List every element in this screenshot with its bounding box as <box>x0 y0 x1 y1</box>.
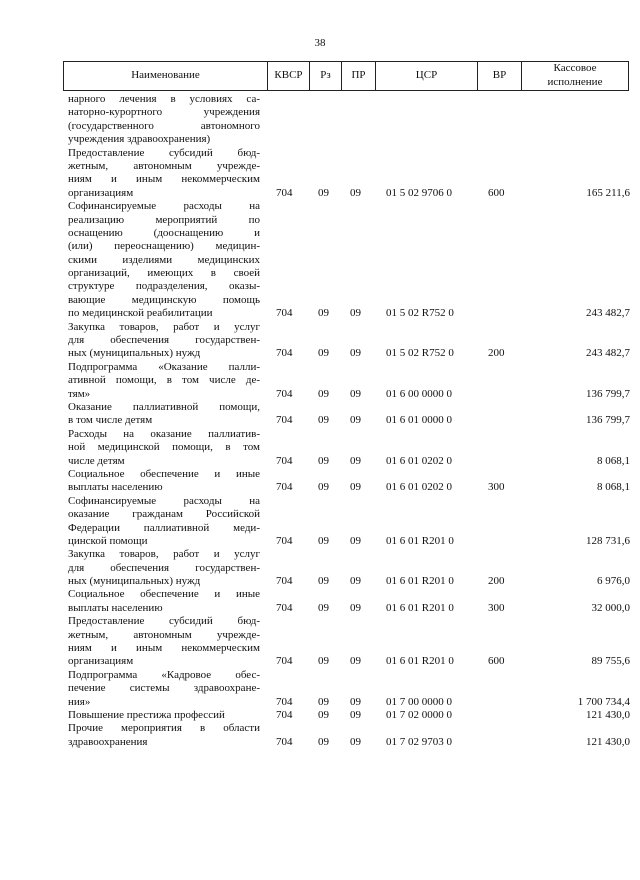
row-rz: 09 <box>318 481 329 494</box>
row-name <box>68 93 260 147</box>
row-name-line: вающие медицинскую помощь <box>68 293 260 306</box>
header-csr: ЦСР <box>375 62 477 90</box>
row-kvsr: 704 <box>276 534 293 547</box>
row-name-line: оказание гражданам Российской <box>68 508 260 521</box>
row-name-line: Расходы на оказание паллиатив- <box>68 427 260 440</box>
row-name-line: Оказание паллиативной помощи, <box>68 400 260 413</box>
row-sum: 136 799,7 <box>586 387 630 400</box>
row-name <box>68 468 260 495</box>
row-sum: 121 430,0 <box>586 708 630 721</box>
table-row <box>68 588 630 615</box>
header-sum: Кассовое исполнение <box>521 62 628 90</box>
row-kvsr: 704 <box>276 387 293 400</box>
row-name-line: учреждения здравоохранения) <box>68 133 211 146</box>
row-rz: 09 <box>318 575 329 588</box>
row-vr: 300 <box>488 481 505 494</box>
row-name <box>68 428 260 468</box>
row-name-line: жетным, автономным учрежде- <box>68 159 260 172</box>
row-vr: 600 <box>488 186 505 199</box>
row-csr: 01 5 02 R752 0 <box>386 307 454 320</box>
row-sum: 243 482,7 <box>586 347 630 360</box>
row-pr: 09 <box>350 186 361 199</box>
row-name-line: нарного лечения в условиях са- <box>68 93 260 105</box>
row-pr: 09 <box>350 575 361 588</box>
row-csr: 01 6 01 R201 0 <box>386 575 454 588</box>
row-sum: 243 482,7 <box>586 307 630 320</box>
row-pr: 09 <box>350 481 361 494</box>
row-vr: 200 <box>488 575 505 588</box>
row-name-line: Социальное обеспечение и иные <box>68 588 260 601</box>
row-name-line: числе детям <box>68 454 125 467</box>
row-sum: 32 000,0 <box>591 601 630 614</box>
row-name-line: ниям и иным некоммерческим <box>68 642 260 655</box>
row-vr: 200 <box>488 347 505 360</box>
row-name <box>68 722 260 749</box>
row-csr: 01 7 02 0000 0 <box>386 708 452 721</box>
row-pr: 09 <box>350 695 361 708</box>
row-sum: 136 799,7 <box>586 414 630 427</box>
row-name-line: организациям <box>68 655 134 668</box>
row-kvsr: 704 <box>276 186 293 199</box>
row-pr: 09 <box>350 708 361 721</box>
row-sum: 128 731,6 <box>586 534 630 547</box>
row-name-line: Подпрограмма «Оказание палли- <box>68 360 260 373</box>
row-name-line: ных (муниципальных) нужд <box>68 575 201 588</box>
row-pr: 09 <box>350 454 361 467</box>
row-csr: 01 6 01 0202 0 <box>386 481 452 494</box>
row-name-line: Закупка товаров, работ и услуг <box>68 320 260 333</box>
row-name-line: выплаты населению <box>68 481 163 494</box>
row-name-line: организаций, имеющих в своей <box>68 267 260 280</box>
row-name-line: в том числе детям <box>68 414 153 427</box>
row-sum: 8 068,1 <box>597 454 630 467</box>
row-name-line: (или) переоснащению) медицин- <box>68 240 260 253</box>
row-name-line: по медицинской реабилитации <box>68 307 213 320</box>
row-rz: 09 <box>318 387 329 400</box>
row-pr: 09 <box>350 414 361 427</box>
table-row <box>68 615 630 669</box>
row-name <box>68 588 260 615</box>
table-body <box>68 93 630 749</box>
table-row <box>68 722 630 749</box>
page-number: 38 <box>314 37 326 49</box>
table-row <box>68 468 630 495</box>
row-pr: 09 <box>350 347 361 360</box>
row-name <box>68 321 260 361</box>
row-pr: 09 <box>350 307 361 320</box>
table-row <box>68 200 630 321</box>
table-row <box>68 361 630 401</box>
row-name <box>68 669 260 709</box>
table-row <box>68 428 630 468</box>
row-rz: 09 <box>318 454 329 467</box>
row-name-line: наторно-курортного учреждения <box>68 106 260 119</box>
row-pr: 09 <box>350 735 361 748</box>
row-kvsr: 704 <box>276 708 293 721</box>
row-name-line: Предоставление субсидий бюд- <box>68 146 260 159</box>
row-name-line: структуре подразделения, оказы- <box>68 280 260 293</box>
row-kvsr: 704 <box>276 655 293 668</box>
table-row <box>68 548 630 588</box>
row-name-line: Софинансируемые расходы на <box>68 494 260 507</box>
row-rz: 09 <box>318 695 329 708</box>
row-pr: 09 <box>350 655 361 668</box>
row-sum: 1 700 734,4 <box>577 695 630 708</box>
row-rz: 09 <box>318 307 329 320</box>
row-name-line: цинской помощи <box>68 534 148 547</box>
table-row <box>68 669 630 709</box>
row-kvsr: 704 <box>276 575 293 588</box>
row-name-line: организациям <box>68 186 134 199</box>
row-csr: 01 7 02 9703 0 <box>386 735 452 748</box>
row-name-line: ных (муниципальных) нужд <box>68 347 201 360</box>
table-row <box>68 321 630 361</box>
row-name <box>68 709 260 722</box>
row-name-line: оснащению (дооснащению и <box>68 226 260 239</box>
table-header <box>63 61 629 91</box>
row-name-line: Подпрограмма «Кадровое обес- <box>68 668 260 681</box>
header-pr: ПР <box>341 62 375 90</box>
row-kvsr: 704 <box>276 307 293 320</box>
row-name <box>68 495 260 549</box>
row-csr: 01 6 01 0202 0 <box>386 454 452 467</box>
table-row <box>68 495 630 549</box>
row-kvsr: 704 <box>276 695 293 708</box>
row-pr: 09 <box>350 601 361 614</box>
row-csr: 01 6 01 R201 0 <box>386 534 454 547</box>
header-kvsr: КВСР <box>267 62 309 90</box>
row-name-line: Федерации паллиативной меди- <box>68 521 260 534</box>
row-sum: 121 430,0 <box>586 735 630 748</box>
row-vr: 600 <box>488 655 505 668</box>
header-rz: Рз <box>309 62 341 90</box>
row-name <box>68 548 260 588</box>
row-name <box>68 615 260 669</box>
row-kvsr: 704 <box>276 735 293 748</box>
row-rz: 09 <box>318 655 329 668</box>
table-row <box>68 709 630 722</box>
row-name-line: выплаты населению <box>68 601 163 614</box>
row-name-line: скими изделиями медицинских <box>68 253 260 266</box>
row-csr: 01 6 01 0000 0 <box>386 414 452 427</box>
row-kvsr: 704 <box>276 347 293 360</box>
row-name-line: реализацию мероприятий по <box>68 213 260 226</box>
row-name-line: для обеспечения государствен- <box>68 561 260 574</box>
row-pr: 09 <box>350 387 361 400</box>
row-name-line: Предоставление субсидий бюд- <box>68 615 260 628</box>
row-name-line: ния» <box>68 695 91 708</box>
row-name <box>68 401 260 428</box>
row-name-line: Прочие мероприятия в области <box>68 722 260 735</box>
table-row <box>68 93 630 147</box>
row-kvsr: 704 <box>276 454 293 467</box>
row-name-line: здравоохранения <box>68 735 148 748</box>
row-name <box>68 200 260 321</box>
row-csr: 01 6 00 0000 0 <box>386 387 452 400</box>
row-pr: 09 <box>350 534 361 547</box>
row-csr: 01 6 01 R201 0 <box>386 655 454 668</box>
row-name-line: жетным, автономным учрежде- <box>68 628 260 641</box>
row-rz: 09 <box>318 534 329 547</box>
header-vr: ВР <box>477 62 521 90</box>
row-name <box>68 147 260 201</box>
row-name-line: тям» <box>68 387 91 400</box>
row-name-line: (государственного автономного <box>68 119 260 132</box>
table-row <box>68 147 630 201</box>
row-csr: 01 5 02 9706 0 <box>386 186 452 199</box>
row-rz: 09 <box>318 601 329 614</box>
row-kvsr: 704 <box>276 481 293 494</box>
row-name-line: ативной помощи, в том числе де- <box>68 374 260 387</box>
row-sum: 8 068,1 <box>597 481 630 494</box>
row-sum: 165 211,6 <box>586 186 630 199</box>
row-rz: 09 <box>318 735 329 748</box>
row-vr: 300 <box>488 601 505 614</box>
row-name-line: печение системы здравоохране- <box>68 682 260 695</box>
header-name: Наименование <box>131 69 200 82</box>
table-row <box>68 401 630 428</box>
row-name-line: Софинансируемые расходы на <box>68 200 260 213</box>
row-csr: 01 5 02 R752 0 <box>386 347 454 360</box>
row-name-line: Закупка товаров, работ и услуг <box>68 548 260 561</box>
row-name <box>68 361 260 401</box>
row-rz: 09 <box>318 347 329 360</box>
row-sum: 6 976,0 <box>597 575 630 588</box>
row-rz: 09 <box>318 708 329 721</box>
row-rz: 09 <box>318 186 329 199</box>
row-csr: 01 7 00 0000 0 <box>386 695 452 708</box>
row-csr: 01 6 01 R201 0 <box>386 601 454 614</box>
row-name-line: ной медицинской помощи, в том <box>68 441 260 454</box>
row-sum: 89 755,6 <box>591 655 630 668</box>
row-kvsr: 704 <box>276 414 293 427</box>
row-name-line: Социальное обеспечение и иные <box>68 467 260 480</box>
row-kvsr: 704 <box>276 601 293 614</box>
row-name-line: Повышение престижа профессий <box>68 708 225 721</box>
row-name-line: для обеспечения государствен- <box>68 334 260 347</box>
row-name-line: ниям и иным некоммерческим <box>68 173 260 186</box>
row-rz: 09 <box>318 414 329 427</box>
